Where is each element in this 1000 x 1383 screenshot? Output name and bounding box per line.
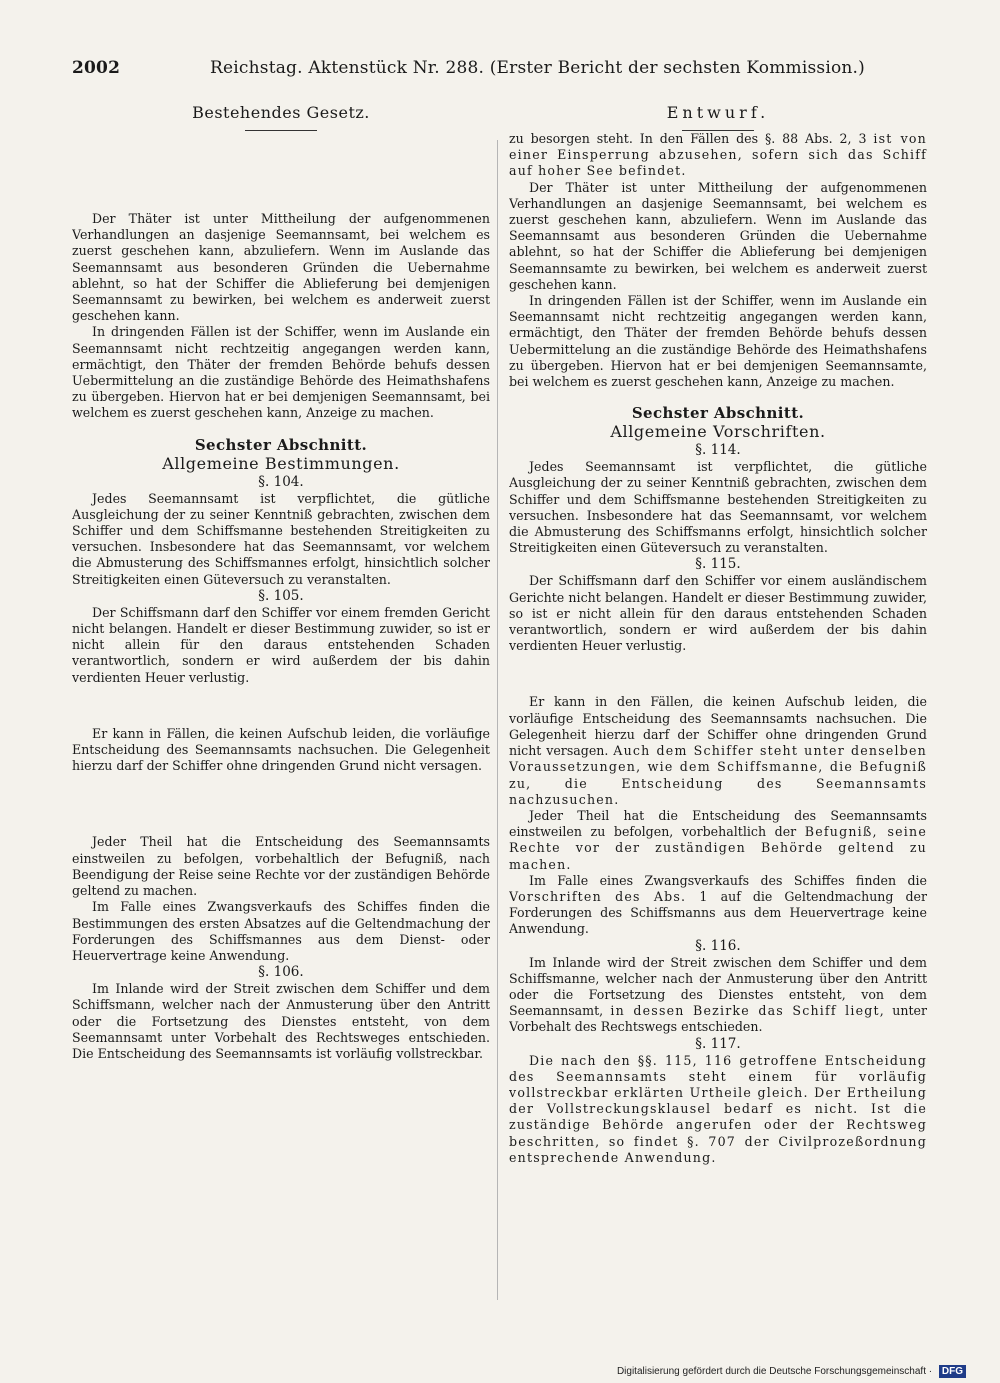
paragraph [509, 694, 927, 807]
paragraph: Jedes Seemannsamt ist verpflichtet, die gütliche Ausgleichung der zu seiner Kenntniß gebrachten, zwischen dem Schiffer und dem Schiffsmanne bestehenden Streitigkeiten zu versuchen. Insbesondere hat das Seemannsamt, vor welchem die Abmusterung des Schiffsmanns erfolgt, hinsichtlich solcher Streitigkeiten einen Güteversuch zu veranstalten. [509, 459, 927, 556]
paragraph-number: §. 106. [258, 964, 304, 981]
section-subtitle: Allgemeine Vorschriften. [610, 422, 826, 442]
page-header [72, 58, 952, 84]
paragraph: Der Schiffsmann darf den Schiffer vor einem ausländischem Gerichte nicht belangen. Handelt er dieser Bestimmung zuwider, so ist er nicht allein für den daraus entstehenden Schaden verantwortlich, sondern er wird außerdem der bis dahin verdienten Heuer verlustig. [509, 573, 927, 654]
paragraph [509, 873, 927, 938]
digitization-credit [617, 1364, 966, 1380]
paragraph: Jeder Theil hat die Entscheidung des Seemannsamts einstweilen zu befolgen, vorbehaltlich der Befugniß, nach Beendigung der Reise seine Rechte vor der zuständigen Behörde geltend zu machen. [72, 834, 490, 899]
paragraph [509, 955, 927, 1036]
page-number: 2002 [72, 58, 121, 78]
amended-text: Befugniß, seine Rechte vor der zuständigen Behörde geltend zu machen. [509, 824, 927, 872]
paragraph-number: §. 117. [695, 1035, 741, 1052]
text-run: unter Vorbehalt des Rechtswegs entschieden. [509, 1003, 927, 1035]
paragraph-number: §. 105. [258, 587, 304, 604]
paragraph: Der Thäter ist unter Mittheilung der aufgenommenen Verhandlungen an dasjenige Seemannsamt, bei welchem es zuerst geschehen kann, abzuliefern. Wenn im Auslande das Seemannsamt aus besonderen Gründen die Uebernahme ablehnt, so hat der Schiffer die Ablieferung bei demjenigen Seemannsamt zu bewirken, bei welchem es anderweit zuerst geschehen kann. [72, 211, 490, 324]
paragraph: Der Thäter ist unter Mittheilung der aufgenommenen Verhandlungen an dasjenige Seemannsamt, bei welchem es zuerst geschehen kann, abzuliefern. Wenn im Auslande das Seemannsamt aus besonderen Gründen die Uebernahme ablehnt, so hat der Schiffer die Ablieferung bei demjenigen Seemannsamte zu bewirken, bei welchem es anderweit zuerst geschehen kann. [509, 179, 927, 292]
paragraph: Jedes Seemannsamt ist verpflichtet, die gütliche Ausgleichung der zu seiner Kenntniß gebrachten, zwischen dem Schiffer und dem Schiffsmanne bestehenden Streitigkeiten zu versuchen. Insbesondere hat das Seemannsamt, vor welchem die Abmusterung des Schiffsmannes erfolgt, hinsichtlich solcher Streitigkeiten einen Güteversuch zu veranstalten. [72, 490, 490, 587]
text-run: Im Falle eines Zwangsverkaufs des Schiffes finden die [529, 872, 927, 888]
section-title: Sechster Abschnitt. [631, 404, 805, 423]
paragraph: Der Schiffsmann darf den Schiffer vor einem fremden Gericht nicht belangen. Handelt er dieser Bestimmung zuwider, so ist er nicht allein für den daraus entstehenden Schaden verantwortlich, sondern er wird außerdem der bis dahin verdienten Heuer verlustig. [72, 604, 490, 685]
paragraph [509, 808, 927, 873]
spacer [509, 390, 927, 404]
spacer [72, 774, 490, 834]
paragraph-number: §. 116. [695, 937, 741, 954]
amended-text: ist von einer Einsperrung abzusehen, sofern sich das Schiff auf hoher See befindet. [509, 131, 927, 179]
text-run: zu besorgen steht. In den Fällen des §. 88 Abs. 2, 3 [509, 131, 867, 146]
right-column-heading: Entwurf. [666, 103, 770, 122]
paragraph: Im Inlande wird der Streit zwischen dem Schiffer und dem Schiffsmann, welcher nach der Anmusterung über den Antritt oder die Fortsetzung des Dienstes entsteht, von dem Seemannsamt unter Vorbehalt des Rechtsweges entschieden. Die Entscheidung des Seemannsamts ist vorläufig vollstreckbar. [72, 981, 490, 1061]
paragraph: In dringenden Fällen ist der Schiffer, wenn im Auslande ein Seemannsamt nicht rechtzeitig angegangen werden kann, ermächtigt, den Thäter der fremden Behörde behufs dessen Uebermittelung an die zuständige Behörde des Heimathshafens zu übergeben. Hiervon hat er bei demjenigen Seemannsamte, bei welchem es zuerst geschehen kann, Anzeige zu machen. [509, 293, 927, 390]
right-column-draft [509, 98, 927, 1328]
paragraph: In dringenden Fällen ist der Schiffer, wenn im Auslande ein Seemannsamt nicht rechtzeitig angegangen werden kann, ermächtigt, den Thäter der fremden Behörde behufs dessen Uebermittelung an die zuständige Behörde des Heimathshafens zu übergeben. Hiervon hat er bei demjenigen Seemannsamt, bei welchem es zuerst geschehen kann, Anzeige zu machen. [72, 324, 490, 421]
running-title: Reichstag. Aktenstück Nr. 288. (Erster Bericht der sechsten Kommission.) [210, 58, 865, 78]
dfg-logo: DFG [939, 1365, 966, 1378]
spacer [509, 654, 927, 694]
column-divider [497, 140, 498, 1300]
spacer [72, 131, 490, 211]
section-title: Sechster Abschnitt. [194, 435, 368, 454]
amended-text: Vorschriften des Abs. 1 [509, 888, 709, 904]
amended-text: Auch dem Schiffer steht unter denselben Voraussetzungen, wie dem Schiffsmanne, die Befugniß zu, die Entscheidung des Seemannsamts nachzusuchen. [509, 743, 927, 807]
credit-text: Digitalisierung gefördert durch die Deutsche Forschungsgemeinschaft · [616, 1366, 933, 1377]
paragraph-number: §. 115. [695, 556, 741, 573]
text-run: Im Inlande wird der Streit zwischen dem Schiffer und dem Schiffsmanne, welcher nach der Anmusterung über den Antritt oder die Fortsetzung des Dienstes entsteht, von dem Seemannsamt, [509, 954, 927, 1019]
paragraph-number: §. 114. [695, 442, 741, 459]
text-run: Er kann in den Fällen, die keinen Aufschub leiden, die vorläufige Entscheidung des Seemannsamts nachsuchen. Die Gelegenheit hierzu darf der Schiffer ohne dringenden Grund nicht versagen. [509, 694, 927, 759]
section-subtitle: Allgemeine Bestimmungen. [162, 453, 400, 473]
spacer [72, 686, 490, 726]
amended-text: in dessen Bezirke das Schiff liegt, [610, 1003, 885, 1019]
left-column-existing-law [72, 98, 490, 1328]
paragraph [509, 131, 927, 180]
text-run: Jeder Theil hat die Entscheidung des Seemannsamts einstweilen zu befolgen, vorbehaltlich der [509, 807, 927, 840]
spacer [72, 422, 490, 436]
paragraph: Im Falle eines Zwangsverkaufs des Schiffes finden die Bestimmungen des ersten Absatzes auf die Geltendmachung der Forderungen des Schiffsmannes aus dem Dienst- oder Heuervertrage keine Anwendung. [72, 899, 490, 963]
paragraph: Er kann in Fällen, die keinen Aufschub leiden, die vorläufige Entscheidung des Seemannsamts nachsuchen. Die Gelegenheit hierzu darf der Schiffer ohne dringenden Grund nicht versagen. [72, 725, 490, 774]
paragraph-number: §. 104. [258, 473, 304, 490]
left-column-heading: Bestehendes Gesetz. [192, 103, 370, 122]
text-run: auf die Geltendmachung der Forderungen des Schiffsmanns aus dem Heuervertrage keine Anwendung. [509, 888, 927, 937]
amended-paragraph: Die nach den §§. 115, 116 getroffene Entscheidung des Seemannsamts steht einem für vorläufig vollstreckbar erklärten Urtheile gleich. Der Ertheilung der Vollstreckungsklausel bedarf es nicht. Ist die zuständige Behörde angerufen oder der Rechtsweg beschritten, so findet §. 707 der Civilprozeßordnung entsprechende Anwendung. [509, 1052, 927, 1165]
